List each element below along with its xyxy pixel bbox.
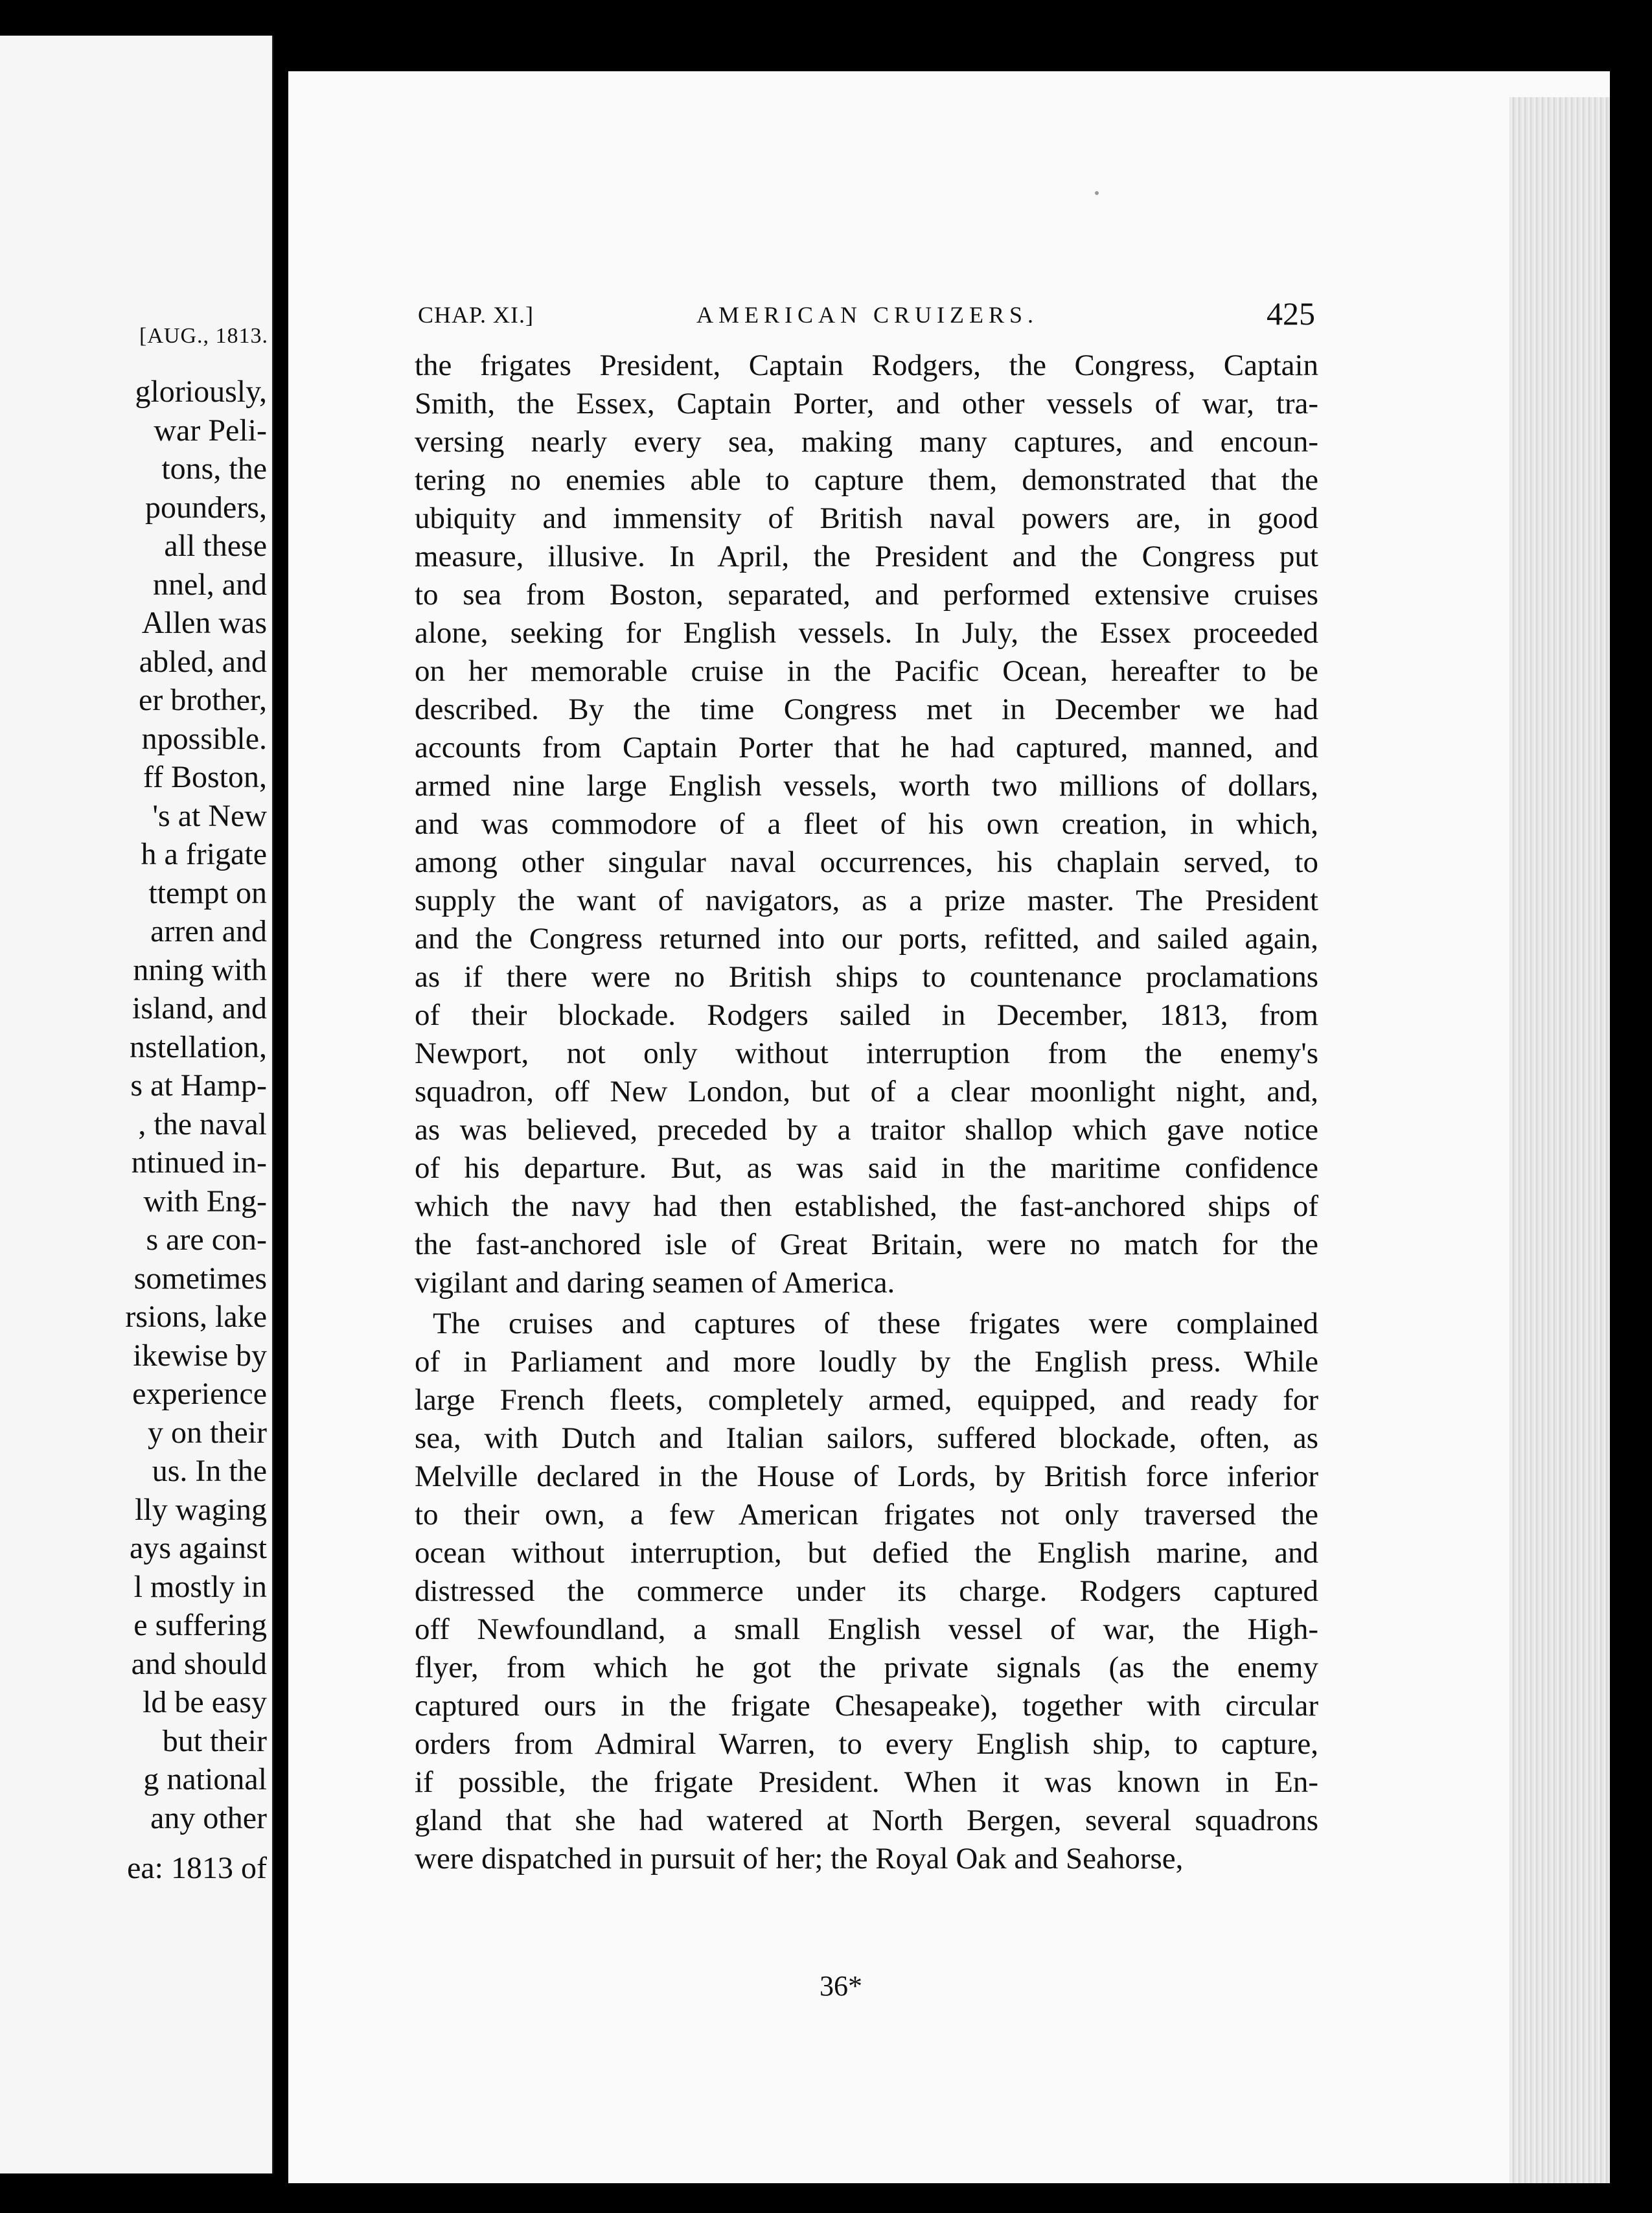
facing-page-line: Allen was bbox=[141, 606, 267, 640]
text-line: as if there were no British ships to countenance proclamations bbox=[415, 960, 1318, 994]
facing-page-text bbox=[8, 373, 267, 1888]
text-line: of their blockade. Rodgers sailed in December, 1813, from bbox=[415, 998, 1318, 1032]
facing-page-line: gloriously, bbox=[135, 374, 267, 409]
text-line: of in Parliament and more loudly by the English press. While bbox=[415, 1345, 1318, 1379]
text-line: captured ours in the frigate Chesapeake), together with circular bbox=[415, 1689, 1318, 1723]
facing-page-line: experience bbox=[132, 1377, 267, 1411]
facing-page-line: s are con- bbox=[146, 1222, 267, 1257]
text-line: orders from Admiral Warren, to every English ship, to capture, bbox=[415, 1727, 1318, 1761]
facing-page-line: ays against bbox=[130, 1531, 267, 1565]
facing-page-line: , the naval bbox=[138, 1106, 267, 1141]
text-line: tering no enemies able to capture them, demonstrated that the bbox=[415, 463, 1318, 497]
facing-page-header: [AUG., 1813. bbox=[139, 324, 268, 348]
text-line: ubiquity and immensity of British naval powers are, in good bbox=[415, 501, 1318, 535]
text-line: The cruises and captures of these frigates were complained bbox=[433, 1307, 1318, 1340]
text-line: were dispatched in pursuit of her; the Royal Oak and Seahorse, bbox=[415, 1842, 1184, 1875]
text-line: to sea from Boston, separated, and performed extensive cruises bbox=[415, 578, 1318, 612]
facing-page-line: y on their bbox=[148, 1415, 267, 1450]
text-line: armed nine large English vessels, worth two millions of dollars, bbox=[415, 769, 1318, 803]
book-page bbox=[288, 71, 1610, 2183]
text-line: and the Congress returned into our ports, refitted, and sailed again, bbox=[415, 922, 1318, 956]
body-text bbox=[415, 347, 1318, 1878]
page-edge bbox=[1509, 97, 1610, 2183]
facing-page-line: tons, the bbox=[161, 452, 267, 486]
facing-page-line: e suffering bbox=[133, 1608, 267, 1642]
facing-page-line: ttempt on bbox=[148, 875, 267, 910]
text-line: ocean without interruption, but defied the English marine, and bbox=[415, 1536, 1318, 1570]
facing-page-line: s at Hamp- bbox=[130, 1068, 267, 1103]
text-line: the frigates President, Captain Rodgers, the Congress, Captain bbox=[415, 349, 1318, 382]
text-line: and was commodore of a fleet of his own creation, in which, bbox=[415, 807, 1318, 841]
signature-mark: 36* bbox=[820, 1970, 862, 2002]
speck bbox=[1095, 191, 1099, 195]
paragraph bbox=[415, 347, 1318, 1302]
facing-page-line: g national bbox=[143, 1762, 267, 1796]
facing-page-line: npossible. bbox=[141, 721, 267, 756]
facing-page-line: ntinued in- bbox=[131, 1145, 267, 1180]
facing-page-line: 's at New bbox=[152, 798, 267, 833]
text-line: among other singular naval occurrences, his chaplain served, to bbox=[415, 845, 1318, 879]
facing-page-line: ea: 1813 of bbox=[127, 1851, 267, 1885]
facing-page-line: abled, and bbox=[139, 644, 267, 679]
facing-page-line: ld be easy bbox=[143, 1685, 267, 1719]
running-title: AMERICAN CRUIZERS. bbox=[696, 302, 1039, 328]
facing-page-line: nnel, and bbox=[153, 567, 267, 602]
paragraph bbox=[415, 1305, 1318, 1878]
text-line: vigilant and daring seamen of America. bbox=[415, 1266, 895, 1300]
facing-page-line: ikewise by bbox=[133, 1338, 267, 1373]
facing-page-line: ff Boston, bbox=[143, 760, 267, 794]
facing-page-line: but their bbox=[162, 1723, 267, 1758]
text-line: squadron, off New London, but of a clear moonlight night, and, bbox=[415, 1075, 1318, 1108]
facing-page-line: all these bbox=[164, 529, 267, 563]
text-line: as was believed, preceded by a traitor shallop which gave notice bbox=[415, 1113, 1318, 1147]
facing-page-line: l mostly in bbox=[133, 1569, 267, 1604]
text-line: versing nearly every sea, making many captures, and encoun- bbox=[415, 425, 1318, 459]
text-line: Smith, the Essex, Captain Porter, and other vessels of war, tra- bbox=[415, 387, 1318, 420]
text-line: large French fleets, completely armed, equipped, and ready for bbox=[415, 1383, 1318, 1417]
facing-page-line: war Peli- bbox=[154, 413, 267, 448]
text-line: flyer, from which he got the private signals (as the enemy bbox=[415, 1651, 1318, 1684]
facing-page-line: lly waging bbox=[135, 1492, 267, 1527]
text-line: off Newfoundland, a small English vessel of war, the High- bbox=[415, 1612, 1318, 1646]
text-line: distressed the commerce under its charge. Rodgers captured bbox=[415, 1574, 1318, 1608]
facing-page-line: pounders, bbox=[145, 490, 267, 525]
facing-page bbox=[0, 36, 273, 2173]
page-number: 425 bbox=[1267, 295, 1315, 332]
text-line: sea, with Dutch and Italian sailors, suffered blockade, often, as bbox=[415, 1421, 1318, 1455]
text-line: Newport, not only without interruption from the enemy's bbox=[415, 1037, 1318, 1070]
text-line: described. By the time Congress met in December we had bbox=[415, 693, 1318, 726]
facing-page-line: us. In the bbox=[152, 1454, 267, 1488]
running-head bbox=[418, 295, 1315, 340]
facing-page-line: er brother, bbox=[139, 683, 267, 717]
text-line: to their own, a few American frigates not only traversed the bbox=[415, 1498, 1318, 1531]
text-line: on her memorable cruise in the Pacific Ocean, hereafter to be bbox=[415, 654, 1318, 688]
text-line: if possible, the frigate President. When it was known in En- bbox=[415, 1765, 1318, 1799]
facing-page-line: nning with bbox=[133, 952, 267, 987]
text-line: gland that she had watered at North Bergen, several squadrons bbox=[415, 1804, 1318, 1837]
text-line: supply the want of navigators, as a prize master. The President bbox=[415, 884, 1318, 917]
line-gap bbox=[8, 1837, 267, 1849]
facing-page-line: and should bbox=[131, 1646, 267, 1681]
chapter-label: CHAP. XI.] bbox=[418, 302, 534, 328]
text-line: accounts from Captain Porter that he had captured, manned, and bbox=[415, 731, 1318, 764]
text-line: measure, illusive. In April, the President and the Congress put bbox=[415, 540, 1318, 573]
facing-page-line: arren and bbox=[150, 914, 267, 948]
text-line: alone, seeking for English vessels. In July, the Essex proceeded bbox=[415, 616, 1318, 650]
facing-page-line: any other bbox=[150, 1800, 267, 1835]
facing-page-line: rsions, lake bbox=[125, 1300, 267, 1334]
facing-page-line: sometimes bbox=[133, 1261, 267, 1296]
facing-page-line: nstellation, bbox=[130, 1029, 267, 1064]
text-line: which the navy had then established, the fast-anchored ships of bbox=[415, 1189, 1318, 1223]
text-line: the fast-anchored isle of Great Britain, were no match for the bbox=[415, 1228, 1318, 1261]
text-line: of his departure. But, as was said in the maritime confidence bbox=[415, 1151, 1318, 1185]
facing-page-line: h a frigate bbox=[141, 837, 267, 871]
facing-page-line: with Eng- bbox=[143, 1184, 267, 1219]
text-line: Melville declared in the House of Lords, by British force inferior bbox=[415, 1460, 1318, 1493]
facing-page-line: island, and bbox=[132, 991, 267, 1026]
